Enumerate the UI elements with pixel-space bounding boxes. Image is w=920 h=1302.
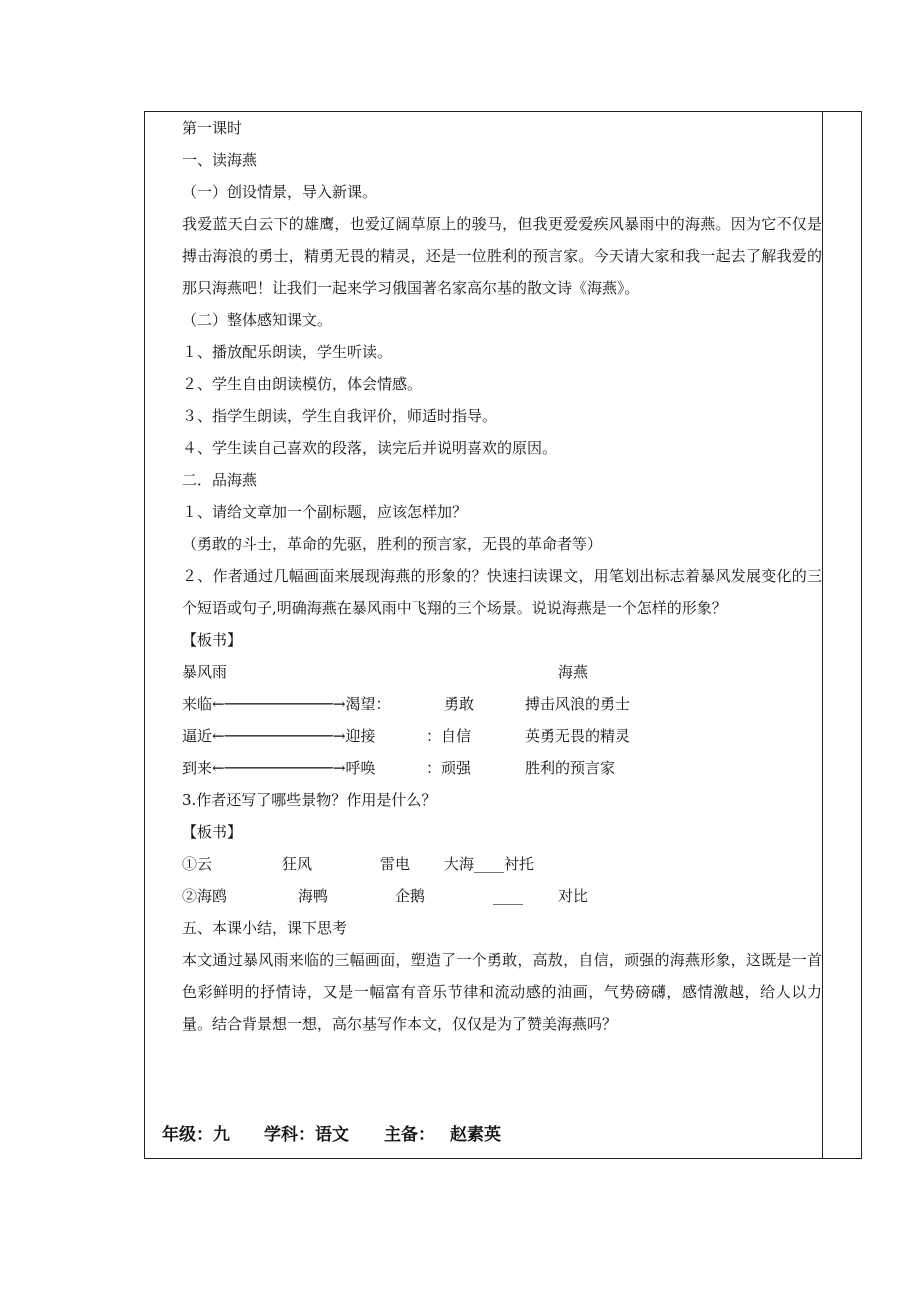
board2-item: 雷电 — [380, 855, 411, 873]
preparer-label: 主备： — [384, 1125, 435, 1145]
subject-label: 学科：语文 — [264, 1125, 349, 1145]
board2-item: ②海鸥 — [182, 887, 228, 905]
board2-item: 狂风 — [282, 855, 313, 873]
section-heading-1: 一、读海燕 — [182, 151, 258, 169]
step-1: １、播放配乐朗读，学生听读。 — [182, 343, 393, 361]
question-1: １、请给文章加一个副标题，应该怎样加？ — [182, 503, 468, 521]
board2-item: 对比 — [558, 887, 589, 905]
board-label-2: 【板书】 — [182, 823, 243, 841]
board1-trait: ：顽强 — [426, 759, 472, 777]
board1-stage: 来临←────────────→渴望： — [182, 695, 391, 713]
lesson-content — [182, 112, 822, 1040]
board2-item: 企鹅 — [395, 887, 426, 905]
board1-stage: 逼近←────────────→迎接 — [182, 727, 376, 745]
subheading-1: （一）创设情景，导入新课。 — [182, 183, 378, 201]
step-4: ４、学生读自己喜欢的段落，读完后并说明喜欢的原因。 — [182, 439, 558, 457]
board1-row — [182, 752, 822, 784]
period-title: 第一课时 — [182, 119, 243, 137]
board1-row — [182, 688, 822, 720]
board1-right-heading: 海燕 — [558, 663, 589, 681]
section-heading-2: 二．品海燕 — [182, 471, 258, 489]
board1-image: 英勇无畏的精灵 — [525, 727, 631, 745]
step-2: ２、学生自由朗读模仿，体会情感。 — [182, 375, 423, 393]
question-2: ２、作者通过几幅画面来展现海燕的形象的？快速扫读课文，用笔划出标志着暴风发展变化的三个短语或句子,明确海燕在暴风雨中飞翔的三个场景。说说海燕是一个怎样的形象？ — [182, 567, 822, 617]
board1-stage: 到来←────────────→呼唤 — [182, 759, 376, 777]
board1-image: 搏击风浪的勇士 — [525, 695, 631, 713]
board1-heading-row — [182, 656, 822, 688]
section-heading-5: 五、本课小结，课下思考 — [182, 919, 348, 937]
answer-1: （勇敢的斗士，革命的先驱，胜利的预言家，无畏的革命者等） — [182, 535, 603, 553]
preparer-name: 赵素英 — [450, 1125, 501, 1145]
board1-left-heading: 暴风雨 — [182, 663, 228, 681]
summary-paragraph: 本文通过暴风雨来临的三幅画面，塑造了一个勇敢，高敖，自信，顽强的海燕形象，这既是一首色彩鲜明的抒情诗，又是一幅富有音乐节律和流动感的油画，气势磅礴，感情激越，给人以力量。结合背景想一想，高尔基写作本文，仅仅是为了赞美海燕吗？ — [182, 951, 822, 1033]
table-column-divider — [822, 111, 823, 1159]
board-label-1: 【板书】 — [182, 631, 243, 649]
grade-label: 年级：九 — [162, 1125, 230, 1145]
subheading-2: （二）整体感知课文。 — [182, 311, 333, 329]
board1-image: 胜利的预言家 — [525, 759, 616, 777]
board1-row — [182, 720, 822, 752]
board1-trait: 勇敢 — [444, 695, 475, 713]
board1-trait: ：自信 — [426, 727, 472, 745]
step-3: ３、指学生朗读，学生自我评价，师适时指导。 — [182, 407, 498, 425]
board2-row-1 — [182, 848, 822, 880]
intro-paragraph: 我爱蓝天白云下的雄鹰，也爱辽阔草原上的骏马，但我更爱爱疾风暴雨中的海燕。因为它不仅是搏击海浪的勇士，精勇无畏的精灵，还是一位胜利的预言家。今天请大家和我一起去了解我爱的那只海燕吧！让我们一起来学习俄国著名家高尔基的散文诗《海燕》。 — [182, 215, 822, 297]
board2-item: ①云 — [182, 855, 213, 873]
question-3: 3.作者还写了哪些景物？作用是什么？ — [182, 791, 437, 809]
board2-row-2 — [182, 880, 822, 912]
board2-item: 海鸭 — [298, 887, 329, 905]
board2-item: ____ — [493, 887, 523, 905]
board2-item: 大海____衬托 — [444, 855, 535, 873]
